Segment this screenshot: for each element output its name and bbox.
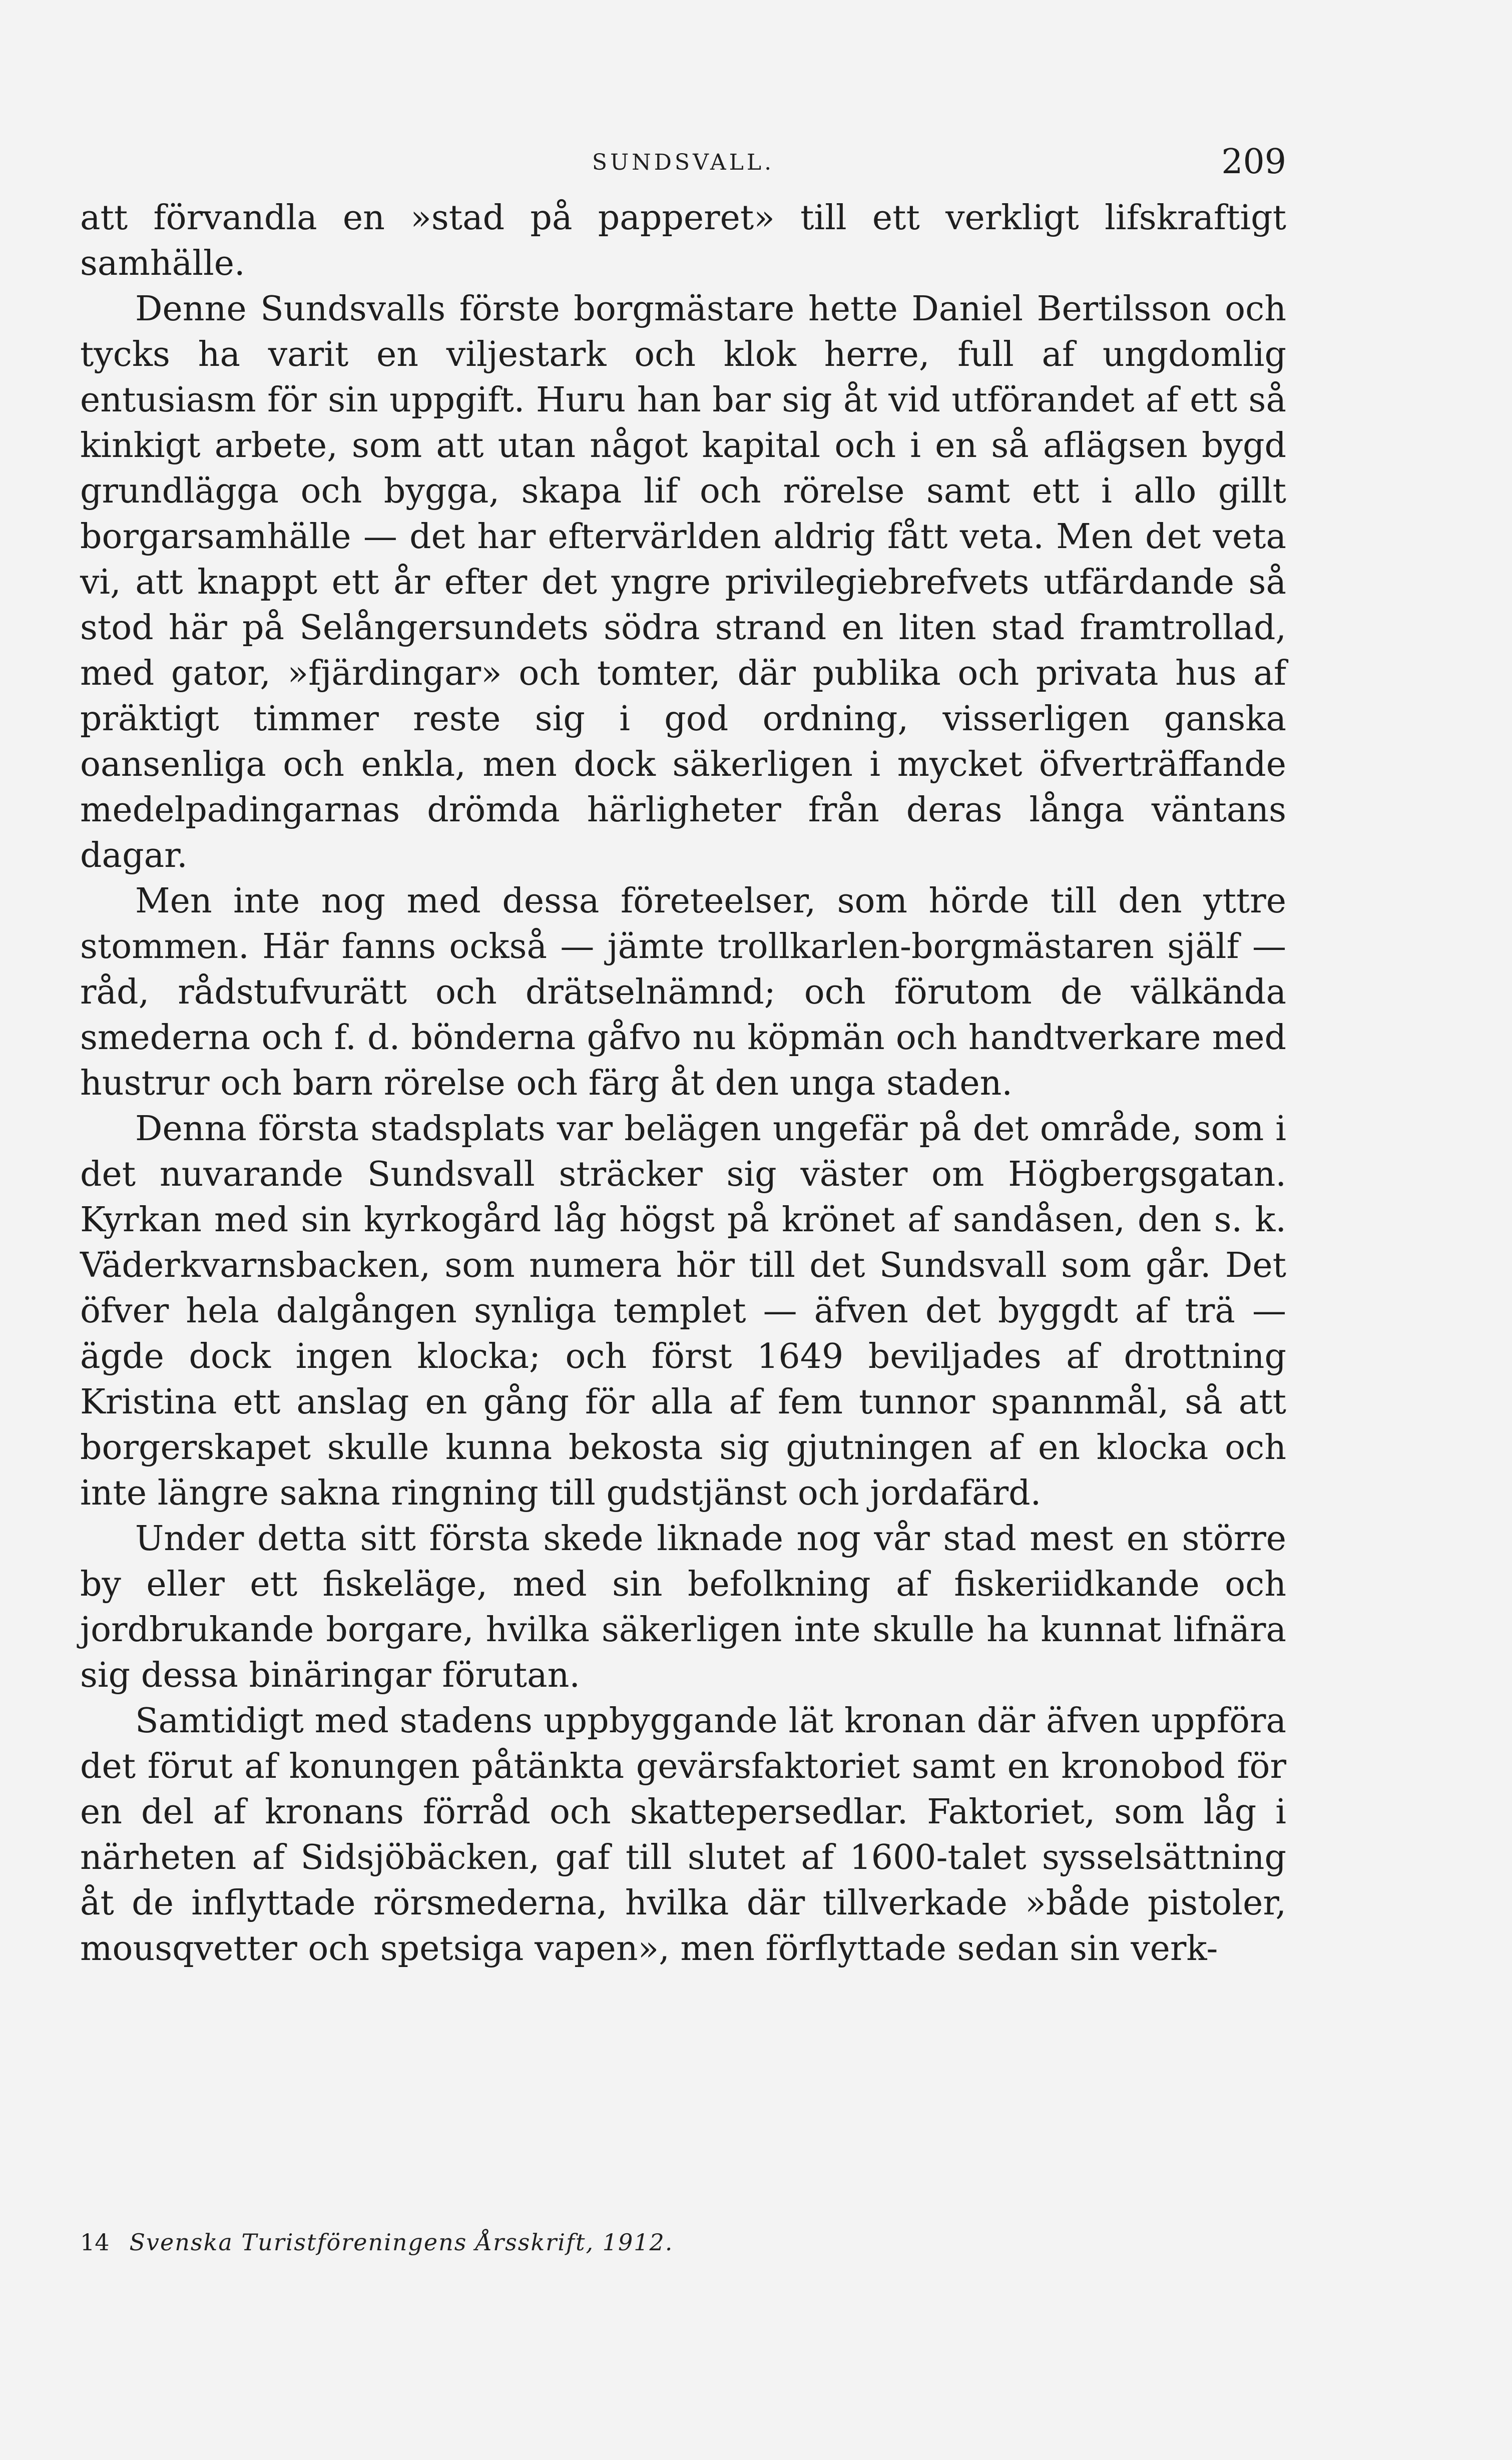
paragraph-6: Samtidigt med stadens uppbyggande lät kronan där äfven uppföra det förut af konungen påtänkta gevärsfaktoriet samt en kronobod för en del af kronans förråd och skattepersedlar. Faktoriet, som låg i närheten af Sidsjöbäcken, gaf till slutet af 1600-talet sysselsättning åt de inflyttade rörsmederna, hvilka där tillverkade »både pistoler, mousqvetter och spetsiga vapen», men förflyttade sedan sin verk- — [80, 1701, 1286, 1969]
paragraph-4: Denna första stadsplats var belägen ungefär på det område, som i det nuvarande Sundsvall sträcker sig väster om Högbergsgatan. Kyrkan med sin kyrkogård låg högst på krönet af sandåsen, den s. k. Väderkvarnsbacken, som numera hör till det Sundsvall som går. Det öfver hela dalgången synliga templet — äfven det byggdt af trä — ägde dock ingen klocka; och först 1649 beviljades af drottning Kristina ett anslag en gång för alla af fem tunnor spannmål, så att borgerskapet skulle kunna bekosta sig gjutningen af en klocka och inte längre sakna ringning till gudstjänst och jordafärd. — [80, 1109, 1286, 1513]
running-title: SUNDSVALL. — [592, 150, 775, 175]
signature-number: 14 — [80, 2229, 110, 2256]
paragraph-2: Denne Sundsvalls förste borgmästare hette Daniel Bertilsson och tycks ha varit en viljestark och klok herre, full af ungdomlig entusiasm för sin uppgift. Huru han bar sig åt vid utförandet af ett så kinkigt arbete, som att utan något kapital och i en så aflägsen bygd grundlägga och bygga, skapa lif och rörelse samt ett i allo gillt borgarsamhälle — det har eftervärlden aldrig fått veta. Men det veta vi, att knappt ett år efter det yngre privilegiebrefvets utfärdande så stod här på Selångersundets södra strand en liten stad framtrollad, med gator, »fjärdingar» och tomter, där publika och privata hus af präktigt timmer reste sig i god ordning, visserligen ganska oansenliga och enkla, men dock säkerligen i mycket öfverträffande medelpadingarnas drömda härligheter från deras långa väntans dagar. — [80, 289, 1286, 875]
paragraph-1: att förvandla en »stad på papperet» till ett verkligt lifskraftigt samhälle. — [80, 198, 1286, 283]
paragraph-3: Men inte nog med dessa företeelser, som hörde till den yttre stommen. Här fanns också — jämte trollkarlen-borgmästaren själf — råd, rådstufvurätt och drätselnämnd; och förutom de välkända smederna och f. d. bönderna gåfvo nu köpmän och handtverkare med hustrur och barn rörelse och färg åt den unga staden. — [80, 881, 1286, 1103]
page-number: 209 — [1221, 142, 1286, 182]
page-header — [80, 143, 1286, 193]
body-text — [80, 195, 1286, 1972]
printer-signature — [80, 2222, 1286, 2262]
signature-text: Svenska Turistföreningens Årsskrift, 1912. — [129, 2229, 674, 2256]
paragraph-5: Under detta sitt första skede liknade nog vår stad mest en större by eller ett fiskeläge, med sin befolkning af fiskeriidkande och jordbrukande borgare, hvilka säkerligen inte skulle ha kunnat lifnära sig dessa binäringar förutan. — [80, 1519, 1286, 1695]
